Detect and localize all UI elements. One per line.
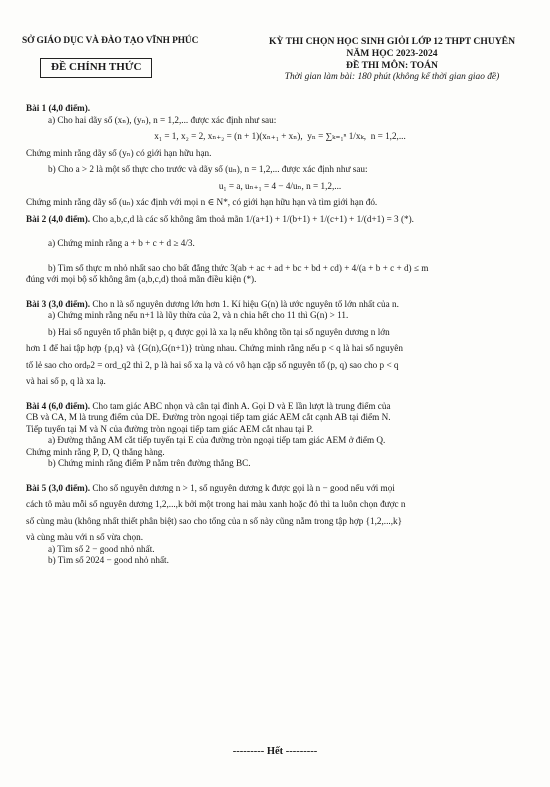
formula-2: u₁ = a, uₙ₊₁ = 4 − 4/uₙ, n = 1,2,... <box>218 180 342 191</box>
problem-4-text: Cho tam giác ABC nhọn và cân tại đỉnh A. Gọi D và E lần lượt là trung điểm của <box>92 400 391 411</box>
header-left <box>22 36 222 78</box>
problem-5-text: Cho số nguyên dương n > 1, số nguyên dương k được gọi là n − good nếu với mọi <box>92 482 395 493</box>
problem-4-l2: CB và CA, M là trung điểm của DE. Đường tròn ngoại tiếp tam giác AEM cắt cạnh AB tại điểm N. <box>26 412 391 422</box>
problem-4-l3: Tiếp tuyến tại M và N của đường tròn ngoại tiếp tam giác AEM cắt nhau tại P. <box>26 423 314 434</box>
problem-5-intro <box>26 483 534 495</box>
problem-4a: a) Đường thẳng AM cắt tiếp tuyến tại E của đường tròn ngoại tiếp tam giác AEM ở điểm Q. <box>48 435 386 445</box>
exam-title: KỲ THI CHỌN HỌC SINH GIỎI LỚP 12 THPT CHUYÊN <box>268 36 516 47</box>
official-badge: ĐỀ CHÍNH THỨC <box>40 58 152 78</box>
problem-2-text: Cho a,b,c,d là các số không âm thoả mãn <box>92 213 244 224</box>
problem-4-intro <box>26 401 534 413</box>
problem-1a-claim: Chứng minh rằng dãy số (yₙ) có giới hạn hữu hạn. <box>26 147 212 158</box>
problem-1-title: Bài 1 (4,0 điểm). <box>26 103 91 113</box>
problem-4a-cont: Chứng minh rằng P, D, Q thẳng hàng. <box>26 446 165 457</box>
problem-3-title: Bài 3 (3,0 điểm). <box>26 298 91 309</box>
problem-3-text: Cho n là số nguyên dương lớn hơn 1. Kí hiệu G(n) là ước nguyên tố lớn nhất của n. <box>92 298 399 309</box>
problem-5-title: Bài 5 (3,0 điểm). <box>26 482 91 493</box>
problem-5-l3: số cùng màu (không nhất thiết phân biệt) sao cho tổng của n số này cũng nằm trong tập hợp {1,2,...,k} <box>26 515 403 526</box>
org-name: SỞ GIÁO DỤC VÀ ĐÀO TẠO VĨNH PHÚC <box>22 36 199 46</box>
problem-5a: a) Tìm số 2 − good nhỏ nhất. <box>48 543 155 554</box>
problem-1b: b) Cho a > 2 là một số thực cho trước và dãy số (uₙ), n = 1,2,... được xác định như sau: <box>48 164 368 174</box>
formula-1-y: yₙ = ∑ₖ₌₁ⁿ 1/xₖ, <box>307 131 367 141</box>
problem-2b: b) Tìm số thực m nhỏ nhất sao cho bất đẳng thức 3(ab + ac + ad + bc + bd + cd) + 4/(a + b + c + d) ≤ m <box>48 262 429 273</box>
problem-3b-l2: hơn 1 để hai tập hợp {p,q} và {G(n),G(n+1)} trùng nhau. Chứng minh rằng nếu p < q là hai số nguyên <box>26 343 403 353</box>
end-marker: --------- Hết --------- <box>232 746 318 757</box>
problem-4b: b) Chứng minh rằng điểm P nằm trên đường thẳng BC. <box>48 458 251 468</box>
exam-body <box>26 103 534 567</box>
problem-3b-l3: tố lẻ sao cho ordₚ2 = ord_q2 thì 2, p là hai số xa lạ và có vô hạn cặp số nguyên tố (p, q) sao cho p < q <box>26 359 399 370</box>
problem-3b-l4: và hai số p, q là xa lạ. <box>26 376 106 386</box>
problem-2b-cont: đúng với mọi bộ số không âm (a,b,c,d) thoả mãn điều kiện (*). <box>26 274 257 284</box>
header-right <box>242 36 542 84</box>
problem-2a: a) Chứng minh rằng a + b + c + d ≥ 4/3. <box>48 238 195 248</box>
time-note: Thời gian làm bài: 180 phút (không kể thời gian giao đề) <box>284 71 500 82</box>
problem-3b: b) Hai số nguyên tố phân biệt p, q được gọi là xa lạ nếu không tồn tại số nguyên dương n lớn <box>48 326 390 337</box>
problem-3-intro <box>26 299 534 311</box>
formula-1-x: x₁ = 1, x₂ = 2, xₙ₊₂ = (n + 1)(xₙ₊₁ + xₙ), <box>154 131 303 141</box>
problem-3a: a) Chứng minh rằng nếu n+1 là lũy thừa của 2, và n chia hết cho 11 thì G(n) > 11. <box>48 310 349 320</box>
problem-5-l4: và cùng màu với n số vừa chọn. <box>26 532 144 542</box>
school-year: NĂM HỌC 2023-2024 <box>346 47 438 59</box>
problem-1b-claim: Chứng minh rằng dãy số (uₙ) xác định với mọi n ∈ N*, có giới hạn hữu hạn và tìm giới hạn đó. <box>26 197 378 207</box>
problem-5b: b) Tìm số 2024 − good nhỏ nhất. <box>48 555 169 565</box>
problem-2-title: Bài 2 (4,0 điểm). <box>26 213 91 224</box>
subject: ĐỀ THI MÔN: TOÁN <box>346 59 438 71</box>
problem-4-title: Bài 4 (6,0 điểm). <box>26 400 91 411</box>
problem-5-l2: cách tô màu mỗi số nguyên dương 1,2,...,k bởi một trong hai màu xanh hoặc đỏ thì ta luôn chọn được n <box>26 499 406 509</box>
problem-2-condition: 1/(a+1) + 1/(b+1) + 1/(c+1) + 1/(d+1) = 3 (*). <box>245 213 414 224</box>
problem-2-intro <box>26 214 534 226</box>
formula-1-n: n = 1,2,... <box>370 131 406 141</box>
formula-1 <box>26 131 534 143</box>
problem-1a: a) Cho hai dãy số (xₙ), (yₙ), n = 1,2,... được xác định như sau: <box>48 114 277 125</box>
